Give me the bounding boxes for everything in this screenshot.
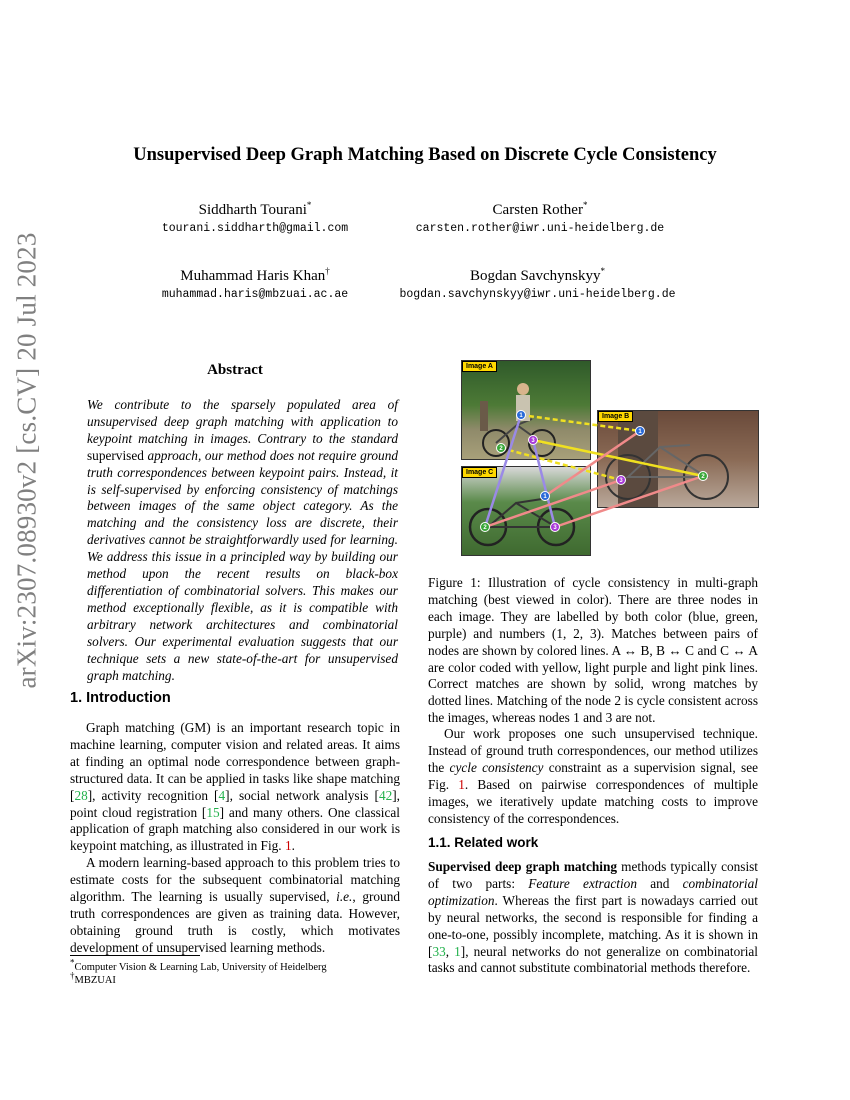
author-email[interactable]: carsten.rother@iwr.uni-heidelberg.de (415, 222, 665, 235)
author-email[interactable]: muhammad.haris@mbzuai.ac.ae (161, 288, 349, 301)
right-paragraph-1: Our work proposes one such unsupervised technique. Instead of ground truth correspondences, our method utilizes the cycle consistency constraint as a supervision signal, see Fig. 1. Based on pairwise correspondences of multiple images, we iteratively update matching costs to improve consistency of the correspondences. (428, 726, 759, 826)
image-label: Image A (462, 361, 497, 372)
author-name: Muhammad Haris Khan† (180, 266, 330, 284)
image-label: Image C (462, 467, 497, 478)
author-email[interactable]: bogdan.savchynskyy@iwr.uni-heidelberg.de (399, 288, 676, 301)
svg-text:3: 3 (553, 525, 557, 531)
svg-text:2: 2 (499, 446, 503, 452)
related-work-body: Supervised deep graph matching methods typically consist of two parts: Feature extraction and combinatorial optimization. Whereas the first part is nowadays carried out by neural networks, the second is responsible for finding a one-to-one, possibly incomplete, matching. As it is shown in [33, 1], neural networks do not generalize on combinatorial tasks and cannot substitute combinatorial methods therefore. (428, 859, 759, 976)
abstract-body: We contribute to the sparsely populated area of unsupervised deep graph matching with application to keypoint matching in images. Contrary to the standard supervised approach, our method does not require ground truth correspondences between keypoint pairs. Instead, it is self-supervised by enforcing consistency of matchings between images of the same object category. As the matching and the consistency loss are discrete, their derivatives cannot be straightforwardly used for learning. We address this issue in a principled way by building our method upon the recent results on black-box differentiation of combinatorial solvers. This makes our method exceptionally flexible, as it is compatible with arbitrary network architectures and combinatorial solvers. Our experimental evaluation suggests that our technique sets a new state-of-the-art for unsupervised graph matching. (87, 397, 399, 683)
figure-1 (459, 360, 759, 556)
svg-text:1: 1 (638, 429, 642, 435)
citation-link[interactable]: 42 (378, 787, 393, 803)
author-name: Bogdan Savchynskyy* (470, 266, 605, 284)
author-block-1 (155, 202, 355, 238)
svg-text:2: 2 (701, 474, 705, 480)
footnote-2: †MBZUAI (70, 970, 116, 986)
intro-paragraph-1: Graph matching (GM) is an important research topic in machine learning, computer vision and related areas. It aims at finding an optimal node correspondence between graph-structured data. It can be applied in tasks like shape matching [28], activity recognition [4], social network analysis [42], point cloud registration [15] and many others. One classical application of graph matching also considered in our work is keypoint matching, as illustrated in Fig. 1. (70, 720, 401, 854)
figure-link[interactable]: 1 (284, 838, 292, 854)
citation-link[interactable]: 1 (454, 943, 461, 959)
citation-link[interactable]: 33 (432, 943, 446, 959)
svg-text:3: 3 (531, 438, 535, 444)
citation-link[interactable]: 15 (206, 804, 220, 820)
author-email[interactable]: tourani.siddharth@gmail.com (161, 222, 349, 235)
intro-paragraph-2: A modern learning-based approach to this problem tries to estimate costs for the subsequent combinatorial matching algorithm. The learning is usually supervised, i.e., ground truth correspondences are given as training data. However, obtaining ground truth is costly, which motivates development of unsupervised learning methods. (70, 855, 400, 955)
abstract-heading: Abstract (207, 362, 263, 378)
author-name: Siddharth Tourani* (198, 200, 312, 218)
author-block-4 (380, 268, 695, 304)
author-block-2 (395, 202, 685, 238)
citation-link[interactable]: 4 (218, 787, 226, 803)
intro-heading: 1. Introduction (70, 690, 171, 706)
arxiv-stamp (2, 231, 52, 689)
svg-text:1: 1 (543, 494, 547, 500)
footnote-rule (70, 955, 200, 956)
match-lines (459, 360, 759, 556)
svg-text:3: 3 (619, 478, 623, 484)
author-block-3 (130, 268, 380, 304)
author-name: Carsten Rother* (492, 200, 588, 218)
paper-title: Unsupervised Deep Graph Matching Based on Discrete Cycle Consistency (133, 145, 717, 165)
image-label: Image B (598, 411, 633, 422)
figure-link[interactable]: 1 (458, 776, 465, 792)
figure-caption: Figure 1: Illustration of cycle consistency in multi-graph matching (best viewed in color). There are three nodes in each image. They are labelled by both color (blue, green, purple) and numbers (1, 2, 3). Matches between pairs of nodes are shown by colored lines. A ↔ B, B ↔ C and C ↔ A are color coded with yellow, light purple and light pink lines. Correct matches are shown by solid, wrong matches by dotted lines. Matching of the node 2 is cycle consistent across the images, whereas nodes 1 and 3 are not. (428, 575, 758, 726)
footnote-1: *Computer Vision & Learning Lab, University of Heidelberg (70, 957, 327, 973)
citation-link[interactable]: 28 (74, 787, 88, 803)
arxiv-id: arXiv:2307.08930v2 [cs.CV] 20 Jul 2023 (11, 231, 42, 689)
svg-text:1: 1 (519, 413, 523, 419)
intro-body (70, 720, 400, 957)
svg-text:2: 2 (483, 525, 487, 531)
related-work-heading: 1.1. Related work (428, 835, 539, 850)
